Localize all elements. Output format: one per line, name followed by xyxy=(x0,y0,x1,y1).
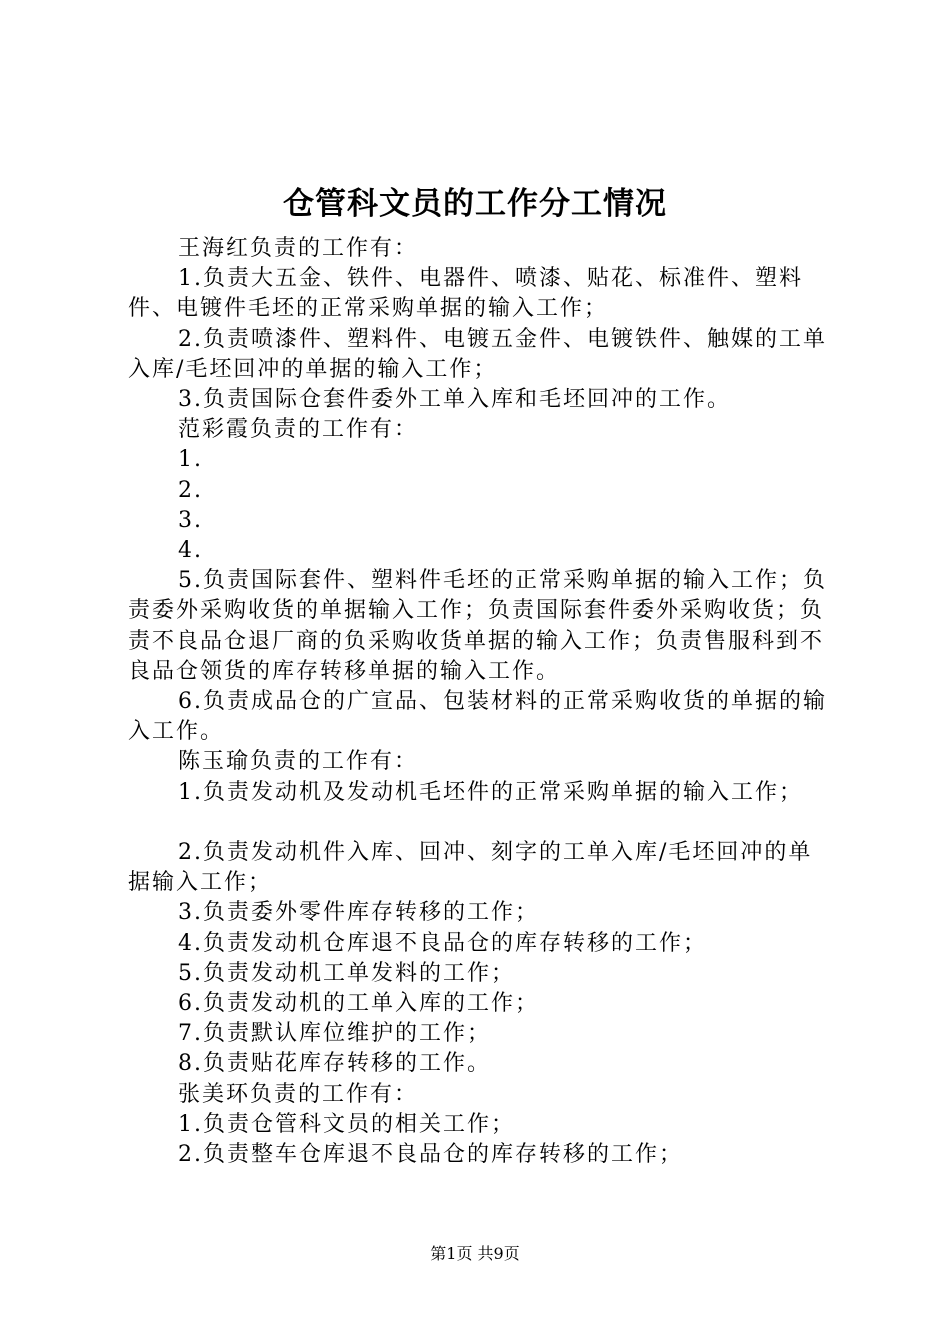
page-number-footer: 第1页 共9页 xyxy=(430,1244,520,1263)
paragraph: 3.负责国际仓套件委外工单入库和毛坯回冲的工作。 xyxy=(178,387,731,413)
paragraph: 1.负责仓管科文员的相关工作； xyxy=(178,1111,515,1137)
paragraph: 1.负责发动机及发动机毛坯件的正常采购单据的输入工作； xyxy=(178,779,803,805)
paragraph: 4. xyxy=(178,538,203,564)
paragraph: 2.负责整车仓库退不良品仓的库存转移的工作； xyxy=(178,1142,683,1168)
paragraph: 4.负责发动机仓库退不良品仓的库存转移的工作； xyxy=(178,930,707,956)
document-title: 仓管科文员的工作分工情况 xyxy=(283,186,667,222)
paragraph: 8.负责贴花库存转移的工作。 xyxy=(178,1051,491,1077)
paragraph: 1. xyxy=(178,447,203,473)
paragraph: 3. xyxy=(178,507,203,533)
section-heading: 张美环负责的工作有： xyxy=(178,1081,419,1107)
paragraph: 7.负责默认库位维护的工作； xyxy=(178,1021,491,1047)
section-heading: 陈玉瑜负责的工作有： xyxy=(178,749,419,775)
paragraph: 1.负责大五金、铁件、电器件、喷漆、贴花、标准件、塑料件、电镀件毛坯的正常采购单据的输入工作； xyxy=(128,266,803,322)
paragraph: 2. xyxy=(178,477,203,503)
blank-line xyxy=(128,808,833,838)
paragraph: 2.负责发动机件入库、回冲、刻字的工单入库/毛坯回冲的单据输入工作； xyxy=(128,840,813,896)
document-body xyxy=(128,234,833,1170)
section-heading: 范彩霞负责的工作有： xyxy=(178,417,419,443)
section-heading: 王海红负责的工作有： xyxy=(178,236,419,261)
paragraph: 5.负责发动机工单发料的工作； xyxy=(178,960,515,986)
paragraph: 6.负责成品仓的广宣品、包装材料的正常采购收货的单据的输入工作。 xyxy=(128,689,827,745)
paragraph: 2.负责喷漆件、塑料件、电镀五金件、电镀铁件、触媒的工单入库/毛坯回冲的单据的输入工作； xyxy=(128,326,827,382)
paragraph: 3.负责委外零件库存转移的工作； xyxy=(178,900,539,926)
paragraph: 5.负责国际套件、塑料件毛坯的正常采购单据的输入工作；负责委外采购收货的单据输入工作；负责国际套件委外采购收货；负责不良品仓退厂商的负采购收货单据的输入工作；负责售服科到不良品仓领货的库存转移单据的输入工作。 xyxy=(128,568,827,684)
paragraph: 6.负责发动机的工单入库的工作； xyxy=(178,991,539,1017)
